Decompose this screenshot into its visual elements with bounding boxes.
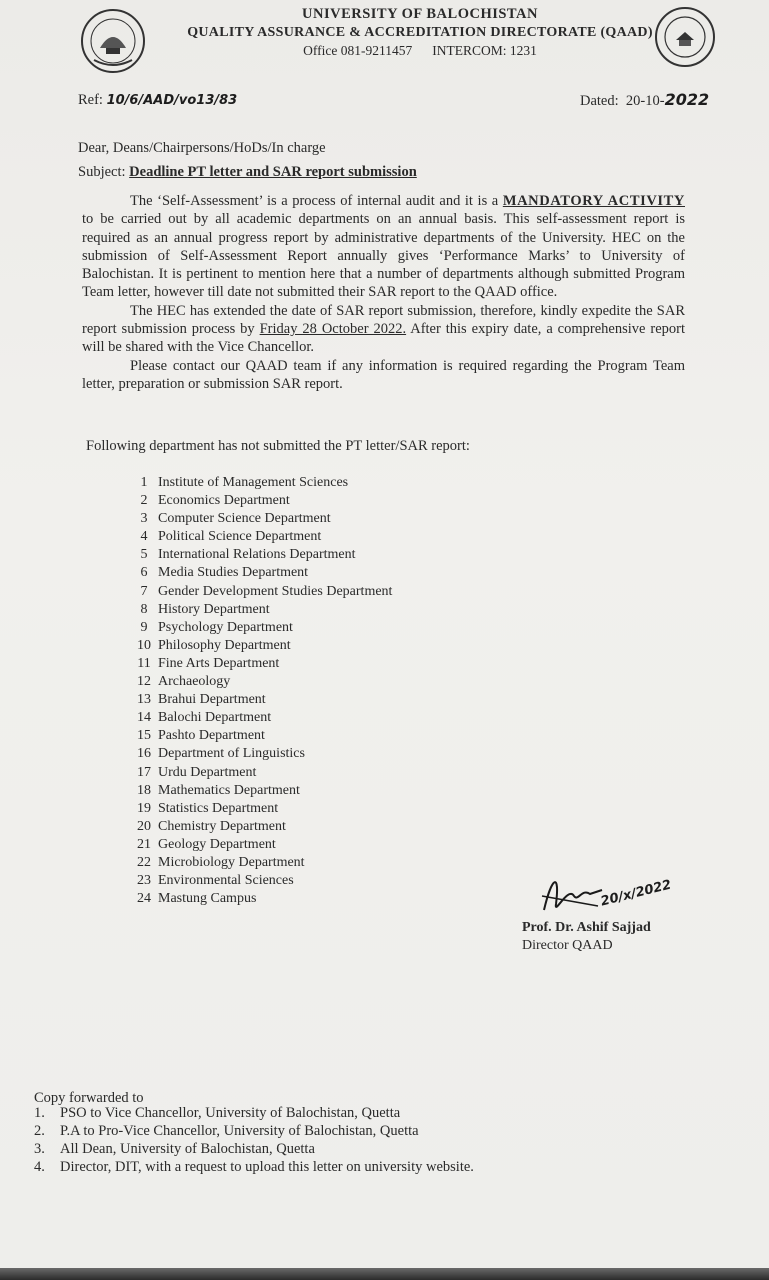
copy-number: 4. [34, 1159, 45, 1175]
paragraph-2 [82, 302, 685, 357]
department-item [130, 818, 392, 836]
department-name: Department of Linguistics [158, 746, 305, 762]
copy-recipient-text: PSO to Vice Chancellor, University of Balochistan, Quetta [60, 1105, 401, 1121]
department-number: 6 [140, 565, 148, 581]
dated-printed: 20-10- [625, 93, 665, 109]
department-name: Philosophy Department [158, 637, 291, 653]
department-item [130, 655, 392, 673]
department-item [130, 854, 392, 872]
letterhead [140, 6, 700, 59]
department-number: 18 [137, 782, 151, 798]
copy-number: 3. [34, 1141, 45, 1157]
department-number: 3 [140, 511, 148, 527]
dated-label: Dated: [580, 93, 619, 109]
p2-text-b: After this expiry date, a comprehensive report will be shared with the Vice Chancellor. [82, 321, 686, 356]
copy-recipient [34, 1140, 474, 1158]
department-number: 13 [137, 692, 151, 708]
department-item [130, 546, 392, 564]
department-name: Gender Development Studies Department [158, 583, 393, 599]
department-item [130, 691, 392, 709]
department-item [130, 601, 392, 619]
copy-number: 2. [34, 1123, 45, 1139]
department-number: 21 [137, 836, 151, 852]
department-name: Computer Science Department [158, 511, 331, 527]
department-number: 16 [137, 746, 151, 762]
department-name: Mastung Campus [158, 891, 257, 907]
date-line [580, 90, 709, 110]
department-name: Urdu Department [158, 764, 257, 780]
department-name: Political Science Department [158, 529, 322, 545]
p1-text-a: The ‘Self-Assessment’ is a process of internal audit and it is a [130, 193, 503, 209]
copy-recipient-text: P.A to Pro-Vice Chancellor, University of Balochistan, Quetta [60, 1123, 419, 1139]
department-number: 7 [140, 583, 148, 599]
contact-line [140, 43, 700, 59]
department-name: Environmental Sciences [158, 873, 294, 889]
department-name: Institute of Management Sciences [158, 475, 349, 490]
department-number: 15 [137, 728, 151, 744]
department-item [130, 619, 392, 637]
department-item [130, 510, 392, 528]
department-item [130, 890, 392, 908]
copy-number: 1. [34, 1105, 45, 1121]
department-number: 19 [137, 800, 151, 816]
copy-forwarded-list [34, 1104, 474, 1176]
signatory-name: Prof. Dr. Ashif Sajjad [522, 920, 651, 935]
department-number: 23 [137, 873, 151, 889]
department-number: 2 [140, 493, 148, 509]
department-name: Psychology Department [158, 619, 293, 635]
department-name: History Department [158, 601, 270, 617]
department-number: 24 [137, 891, 151, 907]
department-list [130, 474, 392, 908]
ref-number: 10/6/AAD/vo13/83 [106, 93, 238, 108]
department-number: 4 [140, 529, 148, 545]
department-name: Brahui Department [158, 692, 266, 708]
p2-text-a: The HEC has extended the date of SAR report submission, therefore, kindly expedite the SAR report submission process by [82, 302, 685, 338]
department-number: 17 [137, 764, 151, 780]
copy-recipient-text: All Dean, University of Balochistan, Quetta [60, 1141, 315, 1157]
department-number: 9 [140, 619, 148, 635]
department-item [130, 637, 392, 655]
department-item [130, 474, 392, 492]
department-number: 22 [137, 854, 151, 870]
signatory-title: Director QAAD [522, 938, 613, 953]
department-item [130, 836, 392, 854]
department-name: Chemistry Department [158, 818, 286, 834]
directorate-name: QUALITY ASSURANCE & ACCREDITATION DIRECTORATE (QAAD) [187, 25, 653, 40]
letter-body [82, 192, 685, 393]
copy-recipient [34, 1158, 474, 1176]
office-phone: Office 081-9211457 [303, 43, 413, 58]
department-item [130, 528, 392, 546]
mandatory-activity: MANDATORY ACTIVITY [502, 193, 685, 209]
department-name: Balochi Department [158, 710, 272, 726]
department-item [130, 800, 392, 818]
copy-forwarded-heading: Copy forwarded to [34, 1090, 144, 1106]
intercom: INTERCOM: 1231 [432, 43, 537, 58]
department-name: Pashto Department [158, 728, 265, 744]
department-item [130, 673, 392, 691]
signature-date: 20/x/2022 [599, 877, 673, 910]
page-bottom-edge [0, 1268, 769, 1280]
department-name: International Relations Department [158, 547, 356, 563]
department-name: Media Studies Department [158, 565, 309, 581]
departments-intro: Following department has not submitted the PT letter/SAR report: [86, 438, 470, 454]
department-name: Microbiology Department [158, 854, 305, 870]
department-name: Statistics Department [158, 800, 279, 816]
department-number: 12 [137, 674, 151, 690]
department-item [130, 583, 392, 601]
department-number: 10 [137, 637, 151, 653]
paragraph-1 [82, 192, 685, 302]
department-name: Geology Department [158, 836, 276, 852]
department-number: 14 [137, 710, 151, 726]
department-number: 5 [140, 547, 148, 563]
qaad-logo-icon [654, 6, 716, 68]
department-item [130, 727, 392, 745]
department-item [130, 709, 392, 727]
department-number: 11 [137, 655, 151, 671]
department-number: 8 [140, 601, 148, 617]
department-item [130, 745, 392, 763]
department-item [130, 764, 392, 782]
subject-text: Deadline PT letter and SAR report submission [129, 164, 417, 180]
subject-label: Subject: [78, 164, 126, 180]
copy-recipient [34, 1104, 474, 1122]
department-name: Economics Department [158, 493, 290, 509]
department-number: 20 [137, 818, 151, 834]
department-number: 1 [140, 475, 148, 490]
department-name: Archaeology [158, 674, 231, 690]
subject-line [78, 164, 417, 181]
copy-recipient [34, 1122, 474, 1140]
department-item [130, 872, 392, 890]
dated-year: 2022 [664, 90, 710, 109]
paragraph-3: Please contact our QAAD team if any information is required regarding the Program Team letter, preparation or submission SAR report. [82, 357, 685, 392]
department-item [130, 564, 392, 582]
university-name: UNIVERSITY OF BALOCHISTAN [302, 6, 538, 22]
department-name: Mathematics Department [158, 782, 300, 798]
deadline-date: Friday 28 October 2022. [259, 321, 407, 338]
p1-text-b: to be carried out by all academic departments on an annual basis. This self-assessment report is required as an annual progress report by administrative departments of the University. HEC on the submission of Self-Assessment Report annually gives ‘Performance Marks’ to University of Balochistan. It is pertinent to mention here that a number of departments although submitted Program Team letter, however till date not submitted their SAR report to the QAAD office. [82, 211, 685, 301]
copy-recipient-text: Director, DIT, with a request to upload this letter on university website. [60, 1159, 474, 1175]
reference-line [78, 92, 237, 109]
salutation: Dear, Deans/Chairpersons/HoDs/In charge [78, 140, 326, 156]
department-item [130, 492, 392, 510]
ref-label: Ref: [78, 92, 103, 108]
department-item [130, 782, 392, 800]
university-seal-icon [80, 8, 146, 74]
department-name: Fine Arts Department [158, 655, 280, 671]
